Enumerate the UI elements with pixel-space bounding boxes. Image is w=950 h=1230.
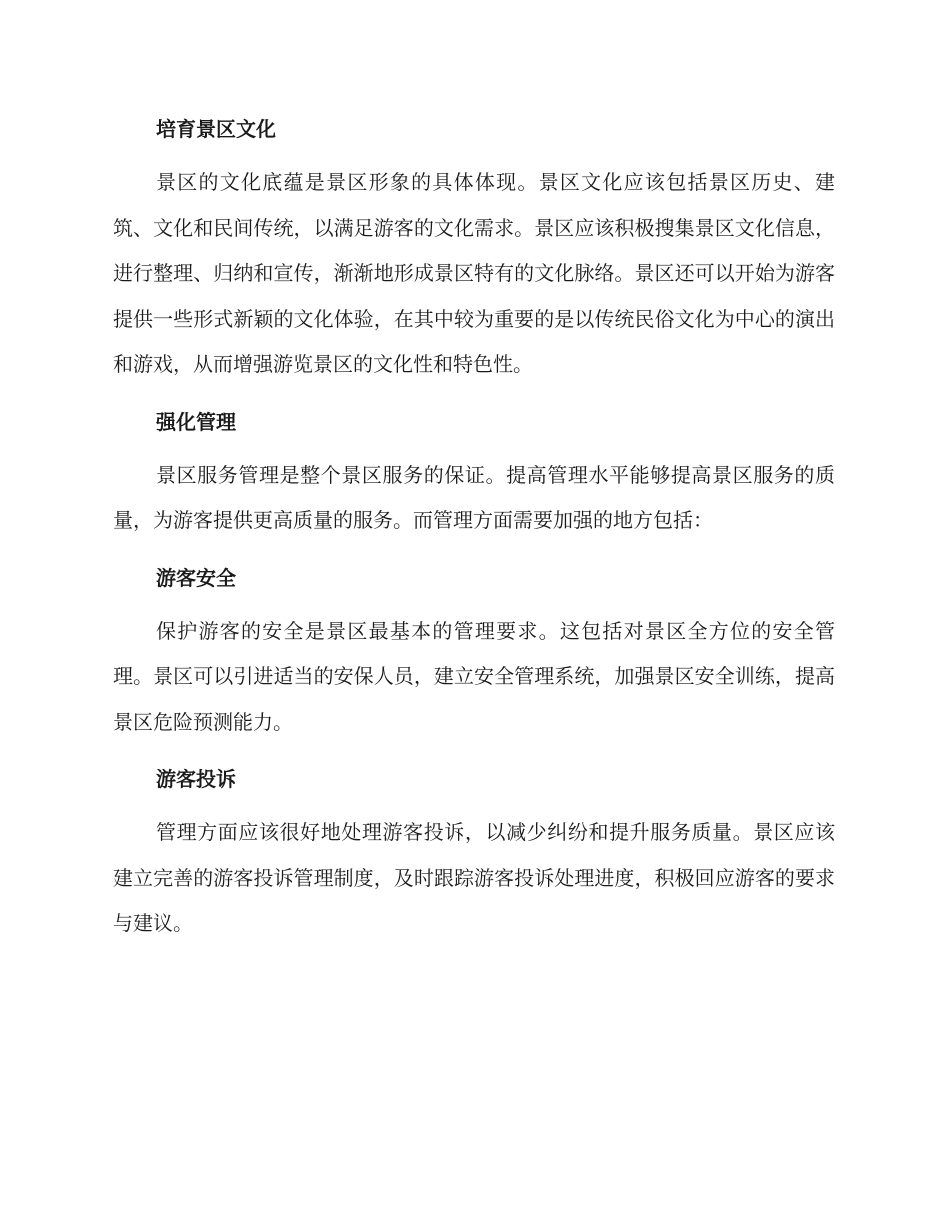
section-heading: 游客安全 <box>156 565 236 590</box>
section-body: 管理方面应该很好地处理游客投诉，以减少纠纷和提升服务质量。景区应该建立完善的游客投诉管理制度，及时跟踪游客投诉处理进度，积极回应游客的要求与建议。 <box>113 820 835 935</box>
section-heading: 游客投诉 <box>156 767 236 791</box>
section-management <box>113 400 835 556</box>
section-heading: 培育景区文化 <box>156 117 276 141</box>
section-body: 景区服务管理是整个景区服务的保证。提高管理水平能够提高景区服务的质量，为游客提供更高质量的服务。而管理方面需要加强的地方包括： <box>113 462 835 532</box>
section-heading: 强化管理 <box>156 409 236 434</box>
section-culture <box>113 107 835 400</box>
section-visitor-safety <box>113 556 835 758</box>
section-visitor-complaints <box>113 757 835 947</box>
section-body: 景区的文化底蕴是景区形象的具体体现。景区文化应该包括景区历史、建筑、文化和民间传统，以满足游客的文化需求。景区应该积极搜集景区文化信息，进行整理、归纳和宣传，渐渐地形成景区特有的文化脉络。景区还可以开始为游客提供一些形式新颖的文化体验，在其中较为重要的是以传统民俗文化为中心的演出和游戏，从而增强游览景区的文化性和特色性。 <box>113 170 835 376</box>
section-body: 保护游客的安全是景区最基本的管理要求。这包括对景区全方位的安全管理。景区可以引进适当的安保人员，建立安全管理系统，加强景区安全训练，提高景区危险预测能力。 <box>113 618 835 734</box>
document-page <box>113 107 835 947</box>
